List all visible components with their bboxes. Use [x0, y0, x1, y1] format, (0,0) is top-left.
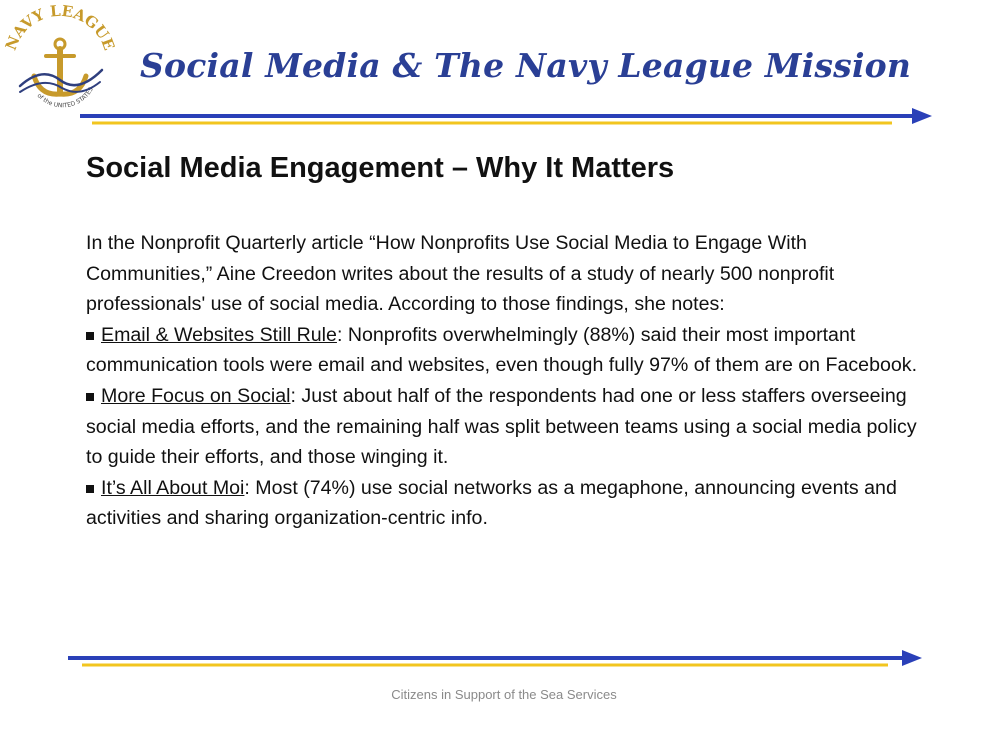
bullet-square-icon: [86, 393, 94, 401]
bullet-text: Just about half of the respondents had one or less staffers overseeing social media efforts, and the remaining half was split between teams using a social media policy to guide their efforts, and those winging it.: [86, 384, 917, 469]
bullet-text: Most (74%) use social networks as a megaphone, announcing events and activities and sharing organization-centric info.: [86, 476, 897, 530]
navy-league-logo: [0, 0, 120, 120]
section-heading: Social Media Engagement – Why It Matters: [86, 152, 675, 184]
bullet-square-icon: [86, 332, 94, 340]
bullet-square-icon: [86, 485, 94, 493]
intro-paragraph: In the Nonprofit Quarterly article “How Nonprofits Use Social Media to Engage With Communities,” Aine Creedon writes about the results of a study of nearly 500 nonprofit professionals' use of social media. According to those findings, she notes:: [86, 232, 835, 316]
bullet-text: Nonprofits overwhelmingly (88%) said their most important communication tools were email and websites, even though fully 97% of them are on Facebook.: [86, 323, 918, 377]
body-text: [86, 228, 926, 534]
bullet-label: More Focus on Social: [101, 384, 291, 407]
bottom-divider: [58, 648, 938, 672]
footer-text: Citizens in Support of the Sea Services: [391, 687, 617, 702]
bullet-item: It’s All About Moi: Most (74%) use social networks as a megaphone, announcing events and activities and sharing organization-centric info.: [86, 476, 897, 530]
bullet-label: Email & Websites Still Rule: [101, 323, 337, 346]
bullet-item: Email & Websites Still Rule: Nonprofits overwhelmingly (88%) said their most important communication tools were email and websites, even though fully 97% of them are on Facebook.: [86, 323, 918, 377]
bullet-label: It’s All About Moi: [101, 476, 245, 499]
slide-title: Social Media & The Navy League Mission: [140, 46, 912, 85]
svg-text:NAVY LEAGUE: [2, 2, 118, 53]
logo-text-top: NAVY LEAGUE: [1, 1, 119, 53]
top-divider: [70, 106, 940, 128]
bullet-item: More Focus on Social: Just about half of the respondents had one or less staffers overseeing social media efforts, and the remaining half was split between teams using a social media policy to guide their efforts, and those winging it.: [86, 384, 917, 469]
anchor-icon: [20, 39, 102, 94]
logo-text-bottom: of the UNITED STATES: [35, 86, 95, 110]
